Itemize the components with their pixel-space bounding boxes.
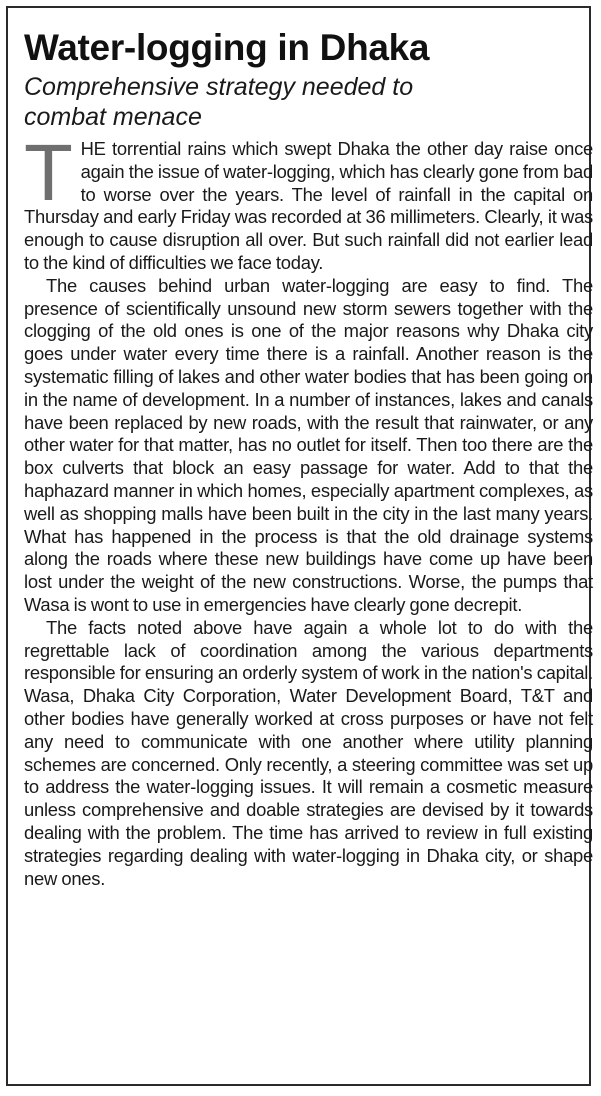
paragraph-2: The causes behind urban water-logging are easy to find. The presence of scientifically unsound new storm sewers together with the clogging of the old ones is one of the major reasons why Dhaka city goes under water every time there is a rainfall. Another reason is the systematic filling of lakes and other water bodies that has been going on in the name of development. In a number of instances, lakes and canals have been replaced by new roads, with the result that rainwater, or any other water for that matter, has no outlet for itself. Then too there are the box culverts that block an easy passage for water. Add to that the haphazard manner in which homes, especially apartment complexes, as well as shopping malls have been built in the city in the last many years. What has happened in the process is that the old drainage systems along the roads where these new buildings have come up have been lost under the weight of the new constructions. Worse, the pumps that Wasa is wont to use in emergencies have clearly gone decrepit. (24, 274, 593, 615)
subheadline: Comprehensive strategy needed to combat menace (24, 73, 414, 131)
drop-cap: T (24, 128, 73, 217)
article-frame (6, 6, 594, 1086)
paragraph-1-text: HE torrential rains which swept Dhaka the other day raise once again the issue of water-logging, which has clearly gone from bad to worse over the years. The level of rainfall in the capital on Thursday and early Friday was recorded at 36 millimeters. Clearly, it was enough to cause disruption all over. But such rainfall did not earlier lead to the kind of difficulties we face today. (24, 138, 594, 273)
article (24, 26, 593, 890)
paragraph-1 (24, 128, 594, 275)
paragraph-3: The facts noted above have again a whole lot to do with the regrettable lack of coordination among the various departments responsible for ensuring an orderly system of work in the nation's capital. Wasa, Dhaka City Corporation, Water Development Board, T&T and other bodies have generally worked at cross purposes or have not felt any need to communicate with one another where utility planning schemes are concerned. Only recently, a steering committee was set up to address the water-logging issues. It will remain a cosmetic measure unless comprehensive and doable strategies are devised by it towards dealing with the problem. The time has arrived to review in full existing strategies regarding dealing with water-logging in Dhaka city, or shape new ones. (24, 616, 593, 889)
headline: Water-logging in Dhaka (24, 27, 430, 68)
article-body (24, 128, 594, 890)
